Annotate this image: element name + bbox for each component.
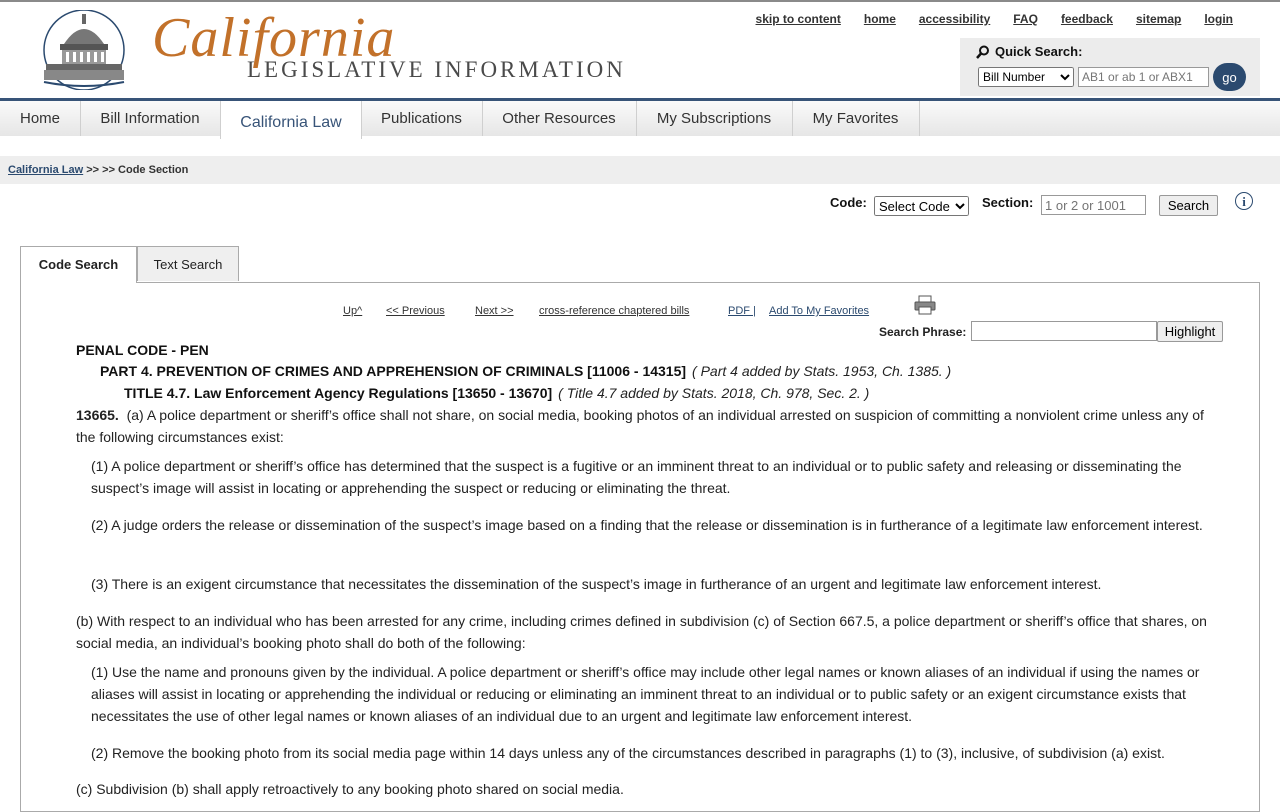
search-phrase-input[interactable] xyxy=(971,321,1157,341)
paragraph-b1: (1) Use the name and pronouns given by the individual. A police department or sheriff’s office may include other legal names or known aliases of an individual if using the names or aliases will assist in locating or apprehending the individual or reducing or eliminating an imminent threat to an individual or to public safety or an exigent circumstance exists that necessitates the use of other legal names or known aliases of an individual due to an urgent and legitimate law enforcement interest. xyxy=(91,664,1200,724)
paragraph-b2: (2) Remove the booking photo from its social media page within 14 days unless any of the circumstances described in paragraphs (1) to (3), inclusive, of subdivision (a) exist. xyxy=(91,745,1165,761)
title-heading xyxy=(124,385,869,401)
link-faq[interactable]: FAQ xyxy=(1013,12,1038,26)
link-login[interactable]: login xyxy=(1204,12,1233,26)
link-feedback[interactable]: feedback xyxy=(1060,12,1113,26)
code-heading: PENAL CODE - PEN xyxy=(76,342,209,358)
info-icon[interactable]: i xyxy=(1235,192,1253,210)
paragraph-a1: (1) A police department or sheriff’s office has determined that the suspect is a fugitive or an imminent threat to an individual or to public safety and releasing or disseminating the suspect’s image will assist in locating or apprehending the suspect or reducing or eliminating the threat. xyxy=(91,458,1182,496)
nav-tab-home[interactable]: Home xyxy=(0,101,81,136)
subdivision-b: (b) With respect to an individual who has been arrested for any crime, including crimes defined in subdivision (c) of Section 667.5, a police department or sheriff’s office that shares, on social media, an individual’s booking photo shall do both of the following: xyxy=(76,613,1207,651)
previous-link[interactable]: << Previous xyxy=(386,305,445,317)
subdivision-a-text: (a) A police department or sheriff’s office shall not share, on social media, booking photos of an individual arrested on suspicion of committing a nonviolent crime unless any of the following circumstances exist: xyxy=(76,407,1204,445)
quick-search-go-button[interactable]: go xyxy=(1213,63,1246,91)
link-home[interactable]: home xyxy=(863,12,896,26)
search-phrase-label: Search Phrase: xyxy=(879,325,967,339)
code-search-button[interactable]: Search xyxy=(1159,195,1218,216)
quick-search-title xyxy=(976,44,1082,59)
part-heading xyxy=(100,363,951,379)
breadcrumb-current: >> >> Code Section xyxy=(83,164,189,176)
highlight-button[interactable]: Highlight xyxy=(1157,321,1223,342)
subdivision-a xyxy=(76,404,1221,448)
quick-search-type-select[interactable] xyxy=(978,67,1074,87)
code-label: Code: xyxy=(830,195,867,210)
nav-tab-bill-information[interactable]: Bill Information xyxy=(80,101,221,136)
code-select[interactable] xyxy=(874,196,969,216)
logo-script: California xyxy=(152,7,396,69)
section-label: Section: xyxy=(982,195,1034,210)
link-sitemap[interactable]: sitemap xyxy=(1135,12,1182,26)
content-panel xyxy=(20,282,1260,812)
next-link[interactable]: Next >> xyxy=(475,305,514,317)
cross-reference-link[interactable]: cross-reference chaptered bills xyxy=(539,305,690,317)
print-icon[interactable] xyxy=(914,295,936,315)
top-border xyxy=(0,0,1280,2)
subdivision-c: (c) Subdivision (b) shall apply retroactively to any booking photo shared on social media. xyxy=(76,781,624,797)
title-note: ( Title 4.7 added by Stats. 2018, Ch. 978, Sec. 2. ) xyxy=(558,385,870,401)
pdf-link[interactable]: PDF | xyxy=(728,305,756,317)
up-link[interactable]: Up^ xyxy=(343,305,363,317)
link-skip-to-content[interactable]: skip to content xyxy=(755,12,841,26)
nav-tab-my-subscriptions[interactable]: My Subscriptions xyxy=(636,101,793,136)
nav-tab-my-favorites[interactable]: My Favorites xyxy=(792,101,920,136)
section-input[interactable] xyxy=(1041,195,1146,215)
title-heading-text: TITLE 4.7. Law Enforcement Agency Regulations [13650 - 13670] xyxy=(124,385,553,401)
link-accessibility[interactable]: accessibility xyxy=(918,12,991,26)
add-to-favorites-link[interactable]: Add To My Favorites xyxy=(769,305,870,317)
tab-text-search[interactable]: Text Search xyxy=(137,246,239,281)
capitol-dome-icon xyxy=(40,10,128,90)
breadcrumb-california-law[interactable]: California Law xyxy=(8,164,84,176)
quick-search-input[interactable] xyxy=(1078,67,1209,87)
search-icon xyxy=(976,45,990,59)
top-links xyxy=(756,12,1233,26)
main-nav xyxy=(0,98,1280,136)
nav-tab-other-resources[interactable]: Other Resources xyxy=(482,101,637,136)
tab-code-search[interactable]: Code Search xyxy=(20,246,137,283)
paragraph-a3: (3) There is an exigent circumstance that necessitates the dissemination of the suspect’s image in furtherance of an urgent and legitimate law enforcement interest. xyxy=(91,576,1102,592)
part-note: ( Part 4 added by Stats. 1953, Ch. 1385. ) xyxy=(692,363,952,379)
section-number: 13665. xyxy=(76,407,119,423)
quick-search-label: Quick Search: xyxy=(995,44,1083,59)
breadcrumb xyxy=(0,156,1280,184)
paragraph-a2: (2) A judge orders the release or dissemination of the suspect’s image based on a finding that the release or dissemination is in furtherance of a legitimate law enforcement interest. xyxy=(91,517,1203,533)
quick-search-box xyxy=(960,38,1260,96)
logo-subtitle: LEGISLATIVE INFORMATION xyxy=(247,57,626,82)
part-heading-text: PART 4. PREVENTION OF CRIMES AND APPREHENSION OF CRIMINALS [11006 - 14315] xyxy=(100,363,687,379)
nav-tab-publications[interactable]: Publications xyxy=(361,101,483,136)
nav-tab-california-law[interactable]: California Law xyxy=(220,101,362,139)
